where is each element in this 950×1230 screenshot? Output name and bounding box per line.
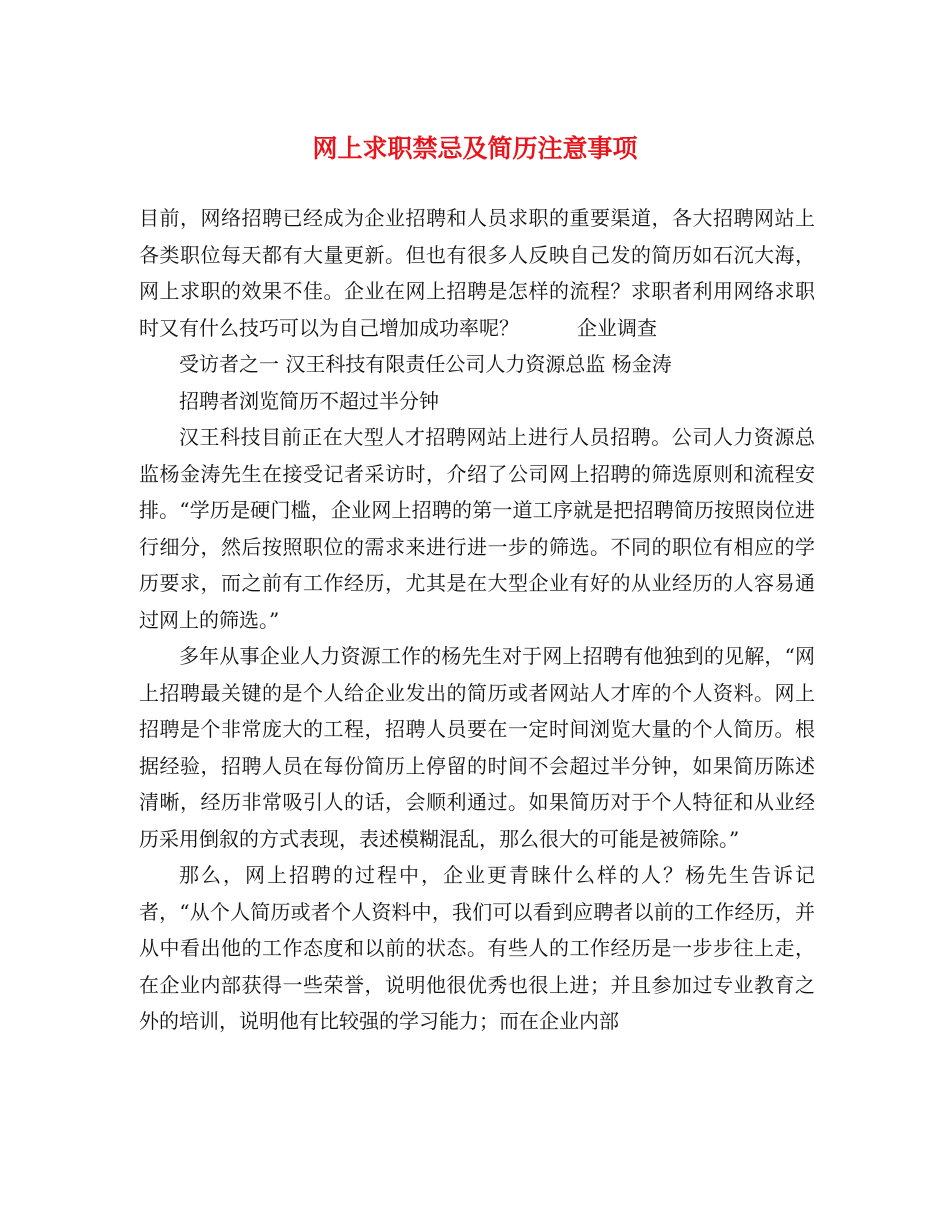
body-paragraph-2: 多年从事企业人力资源工作的杨先生对于网上招聘有他独到的见解，“网上招聘最关键的是个人给企业发出的简历或者网站人才库的个人资料。网上招聘是个非常庞大的工程，招聘人员要在一定时间浏览大量的个人简历。根据经验，招聘人员在每份简历上停留的时间不会超过半分钟，如果简历陈述清晰，经历非常吸引人的话，会顺利通过。如果简历对于个人特征和从业经历采用倒叙的方式表现，表述模糊混乱，那么很大的可能是被筛除。” (139, 644, 815, 851)
subheading: 招聘者浏览简历不超过半分钟 (179, 388, 439, 413)
body-paragraph-1: 汉王科技目前正在大型人才招聘网站上进行人员招聘。公司人力资源总监杨金涛先生在接受记者采访时，介绍了公司网上招聘的筛选原则和流程安排。“学历是硬门槛，企业网上招聘的第一道工序就是把招聘简历按照岗位进行细分，然后按照职位的需求来进行进一步的筛选。不同的职位有相应的学历要求，而之前有工作经历，尤其是在大型企业有好的从业经历的人容易通过网上的筛选。” (139, 425, 815, 632)
body-paragraph-3: 那么，网上招聘的过程中，企业更青睐什么样的人？杨先生告诉记者，“从个人简历或者个人资料中，我们可以看到应聘者以前的工作经历，并从中看出他的工作态度和以前的状态。有些人的工作经历是一步步往上走，在企业内部获得一些荣誉，说明他很优秀也很上进；并且参加过专业教育之外的培训，说明他有比较强的学习能力；而在企业内部 (139, 863, 815, 1033)
document-title: 网上求职禁忌及简历注意事项 (312, 134, 638, 163)
section-label: 企业调查 (577, 315, 657, 340)
intro-paragraph (139, 200, 815, 346)
interviewee-line: 受访者之一 汉王科技有限责任公司人力资源总监 杨金涛 (179, 352, 672, 376)
intro-text: 目前，网络招聘已经成为企业招聘和人员求职的重要渠道，各大招聘网站上各类职位每天都有大量更新。但也有很多人反映自己发的简历如石沉大海，网上求职的效果不佳。企业在网上招聘是怎样的流程？求职者利用网络求职时又有什么技巧可以为自己增加成功率呢？ (139, 206, 815, 340)
document-body (139, 200, 815, 1040)
